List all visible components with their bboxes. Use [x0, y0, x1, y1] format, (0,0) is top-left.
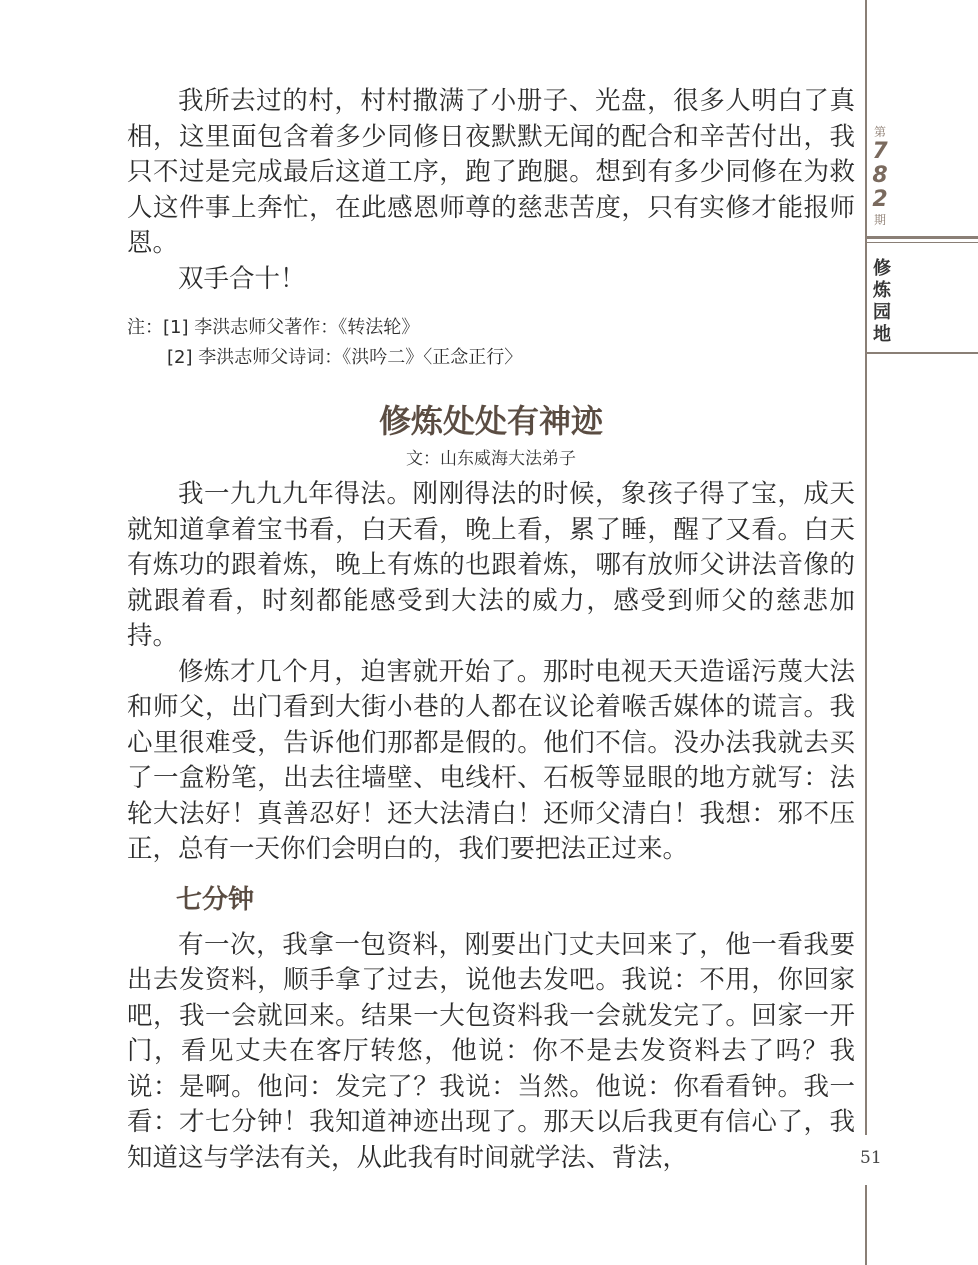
section-tag — [870, 258, 894, 346]
paragraph: 修炼才几个月，迫害就开始了。那时电视天天造谣污蔑大法和师父，出门看到大街小巷的人都在议论着喉舌媒体的谎言。我心里很难受，告诉他们那都是假的。他们不信。没办法我就去买了一盒粉笔，出去往墙壁、电线杆、石板等显眼的地方就写：法轮大法好！真善忍好！还大法清白！还师父清白！我想：邪不压正，总有一天你们会明白的，我们要把法正过来。 — [127, 656, 855, 864]
footnote-2: [2] 李洪志师父诗词：《洪吟二》〈正念正行〉 — [167, 347, 523, 368]
paragraph: 有一次，我拿一包资料，刚要出门丈夫回来了，他一看我要出去发资料，顺手拿了过去，说他去发吧。我说：不用，你回家吧，我一会就回来。结果一大包资料我一会就发完了。回家一开门，看见丈夫在客厅转悠，他说：你不是去发资料去了吗？我说：是啊。他问：发完了？我说：当然。他说：你看看钟。我一看：才七分钟！我知道神迹出现了。那天以后我更有信心了，我知道这与学法有关，从此我有时间就学法、背法， — [127, 929, 855, 1173]
paragraph-closing: 双手合十！ — [178, 263, 306, 294]
margin-rule-thick — [866, 236, 978, 239]
article-title: 修炼处处有神迹 — [378, 402, 603, 440]
margin-rule-bottom — [866, 352, 978, 354]
issue-suffix: 期 — [873, 213, 886, 227]
article-byline: 文：山东威海大法弟子 — [406, 449, 576, 469]
section-char: 地 — [873, 324, 891, 345]
paragraph: 我所去过的村，村村撒满了小册子、光盘，很多人明白了真相，这里面包含着多少同修日夜默默无闻的配合和辛苦付出，我只不过是完成最后这道工序，跑了跑腿。想到有多少同修在为救人这件事上奔忙，在此感恩师尊的慈悲苦度，只有实修才能报师恩。 — [127, 86, 855, 258]
section-subheading: 七分钟 — [176, 884, 255, 915]
page-content — [127, 84, 855, 1176]
section-char: 修 — [873, 258, 891, 279]
margin-divider-line — [865, 0, 867, 1265]
paragraph: 我一九九九年得法。刚刚得法的时候，象孩子得了宝，成天就知道拿着宝书看，白天看，晚上看，累了睡，醒了又看。白天有炼功的跟着炼，晚上有炼的也跟着炼，哪有放师父讲法音像的就跟着看，时刻都能感受到大法的威力，感受到师父的慈悲加持。 — [127, 479, 855, 651]
issue-number-tab — [869, 124, 891, 228]
margin-rule-thin — [866, 242, 978, 243]
page-number: 51 — [860, 1148, 882, 1168]
section-char: 炼 — [873, 280, 891, 301]
footnotes — [127, 313, 855, 373]
issue-prefix: 第 — [873, 125, 886, 139]
issue-digit: 7 — [872, 139, 888, 164]
footnote-1: 注：[1] 李洪志师父著作：《转法轮》 — [127, 317, 420, 338]
section-char: 园 — [873, 302, 891, 323]
issue-digit: 8 — [872, 163, 888, 188]
issue-digit: 2 — [872, 187, 888, 212]
